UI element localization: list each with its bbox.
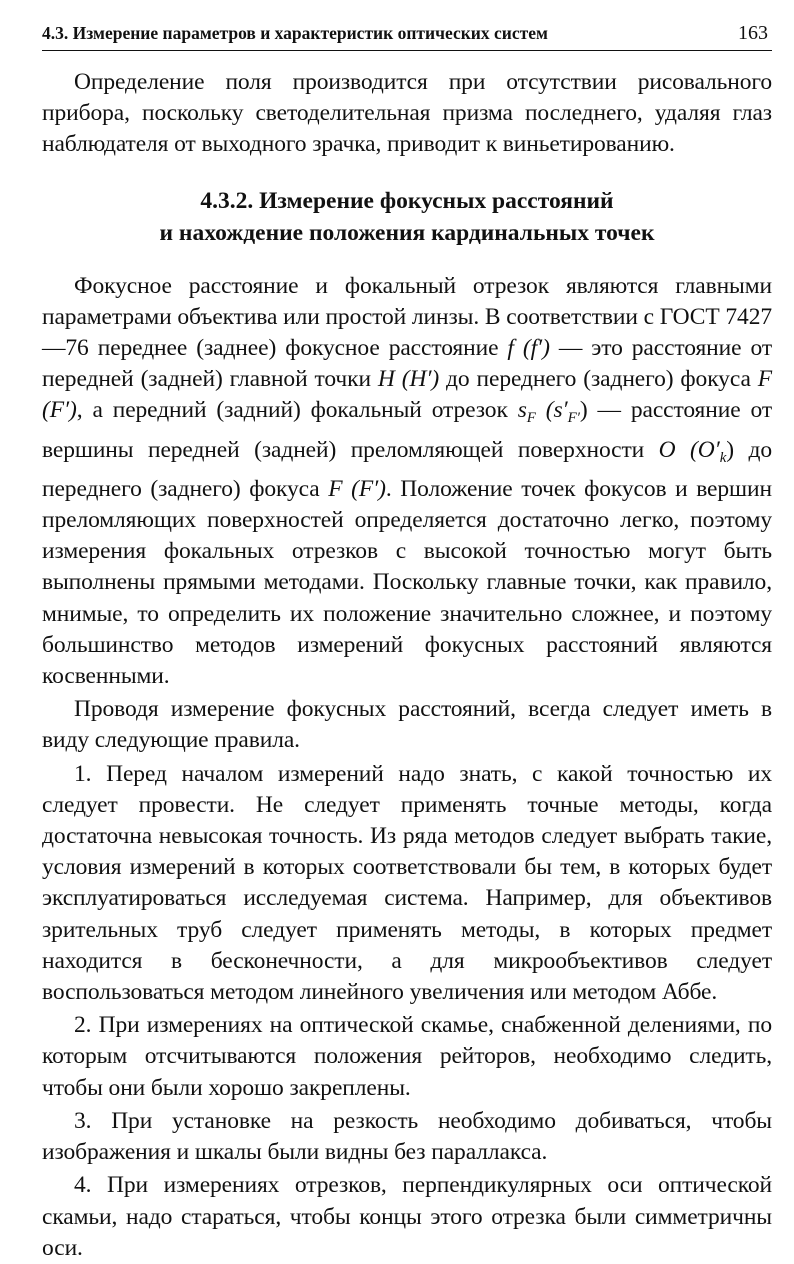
symbol-sF: s xyxy=(517,397,527,424)
symbol-F: F xyxy=(328,475,343,502)
intro-paragraph: Определение поля производится при отсутствии рисовального прибора, поскольку светоделительная призма последнего, удаляя глаз наблюдателя от выходного зрачка, приводит к виньетированию. xyxy=(42,69,772,158)
symbol-H-prime: (H′) xyxy=(401,366,440,393)
text-run: — расстояние от вершины передней (задней) преломляющей поверхности xyxy=(42,397,772,463)
running-header xyxy=(42,18,772,51)
rule-4: 4. При измерениях отрезков, перпендикулярных оси оптической скамьи, надо стараться, чтобы концы этого отрезка были симметричны оси. xyxy=(42,1172,772,1261)
text-run: Фокусное расстояние и фокальный отрезок являются главными параметрами объектива или простой линзы. В соответствии с ГОСТ 7427—76 переднее (заднее) фокусное расстояние xyxy=(42,272,772,362)
text-run: . Положение точек фокусов и вершин преломляющих поверхностей определяется достаточно легко, поэтому измерения фокальных отрезков с высокой точностью могут быть выполнены прямыми методами. Поскольку главные точки, как правило, мнимые, то определить их положение значительно сложнее, и поэтому большинство методов измерений фокусных расстояний являются косвенными. xyxy=(42,475,772,690)
symbol-sF-prime-subscript: F′ xyxy=(567,410,580,427)
focal-length-definition-paragraph xyxy=(42,271,772,693)
body-text xyxy=(42,67,772,1264)
section-heading xyxy=(42,185,772,249)
symbol-sF-prime: (s′ xyxy=(545,397,568,424)
symbol-H: H xyxy=(377,366,395,393)
rule-3: 3. При установке на резкость необходимо добиваться, чтобы изображения и шкалы были видны без параллакса. xyxy=(42,1107,772,1166)
rule-2: 2. При измерениях на оптической скамье, снабженной делениями, по которым отсчитываются положения рейторов, необходимо следить, чтобы они были хорошо закреплены. xyxy=(42,1012,772,1101)
text-run: до переднего (заднего) фокуса xyxy=(439,366,758,393)
rules-intro-paragraph: Проводя измерение фокусных расстояний, всегда следует иметь в виду следующие правила. xyxy=(42,696,772,754)
page-number: 163 xyxy=(738,22,768,44)
symbol-F-prime: (F′) xyxy=(42,397,77,424)
symbol-Ok-subscript: k xyxy=(719,449,727,466)
symbol-Ok-prime: (O′ xyxy=(690,436,720,463)
symbol-paren-close: ) xyxy=(579,397,588,424)
symbol-O: O xyxy=(658,436,676,463)
text-run: — это расстояние от передней (задней) главной точки xyxy=(42,335,773,393)
section-title-line-2: и нахождение положения кардинальных точек xyxy=(159,219,655,246)
text-run: , а передний (задний) фокальный отрезок xyxy=(76,397,518,424)
symbol-f-prime: (f′) xyxy=(522,335,550,362)
book-page xyxy=(42,18,772,1264)
symbol-f: f xyxy=(507,335,514,362)
text-run: до переднего (заднего) фокуса xyxy=(42,436,772,502)
section-title-line-1: 4.3.2. Измерение фокусных расстояний xyxy=(200,187,614,214)
symbol-F: F xyxy=(757,366,772,393)
rule-1: 1. Перед началом измерений надо знать, с какой точностью их следует провести. Не следует применять точные методы, когда достаточна невысокая точность. Из ряда методов следует выбрать такие, условия измерений в которых соответствовали бы тем, в которых будет эксплуатироваться исследуемая система. Например, для объективов зрительных труб следует применять методы, в которых предмет находится в бесконечности, а для микрообъективов следует воспользоваться методом линейного увеличения или методом Аббе. xyxy=(42,760,772,1006)
symbol-paren-close: ) xyxy=(726,436,734,463)
running-title: 4.3. Измерение параметров и характеристик оптических систем xyxy=(42,23,548,43)
symbol-sF-subscript: F xyxy=(526,410,536,427)
symbol-F-prime: (F′) xyxy=(351,475,386,502)
